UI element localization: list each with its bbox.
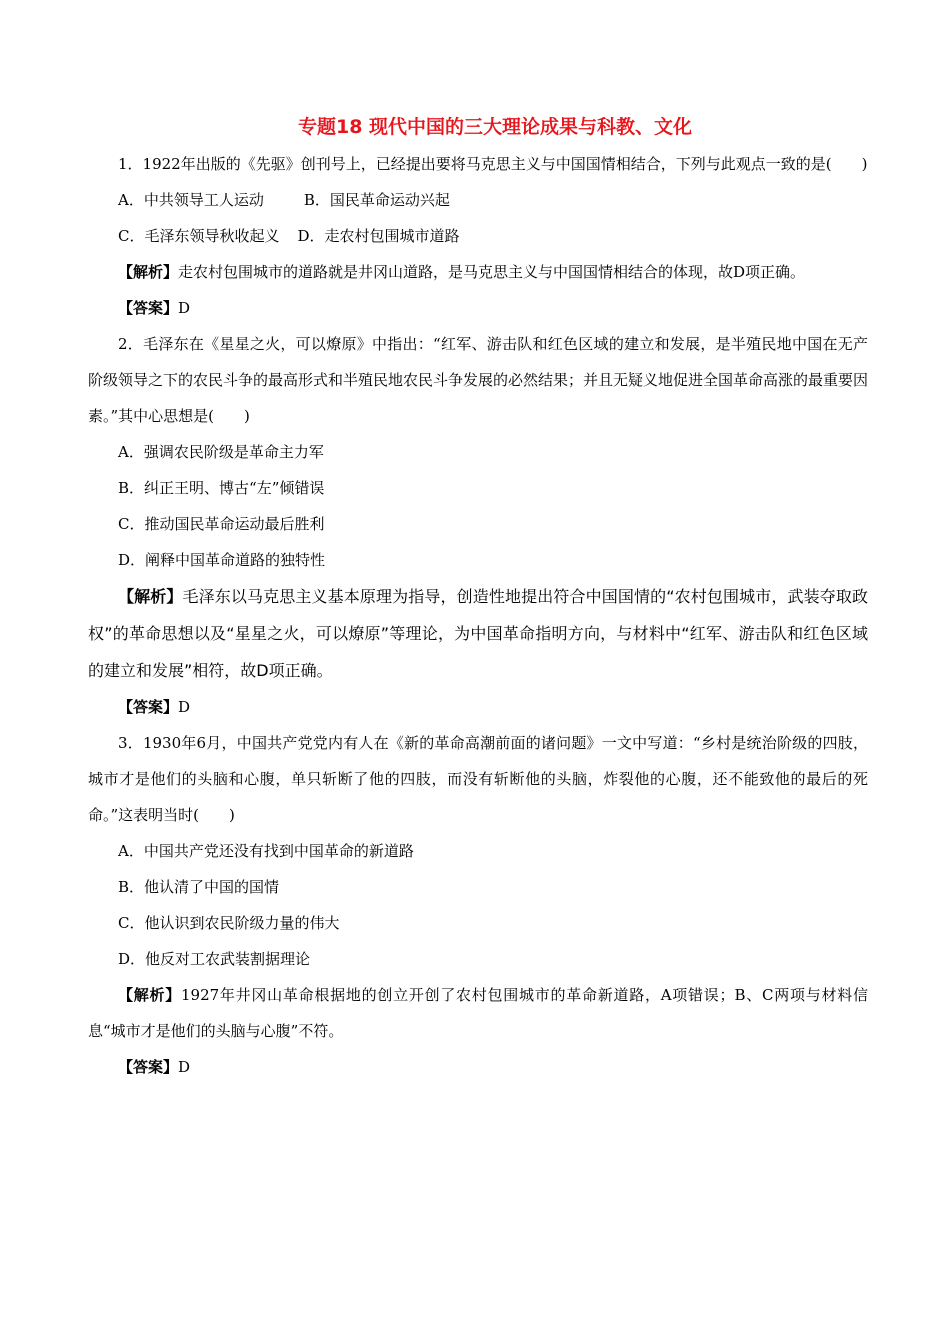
option-row: [88, 218, 868, 254]
answer-tag: 【答案】: [118, 1058, 179, 1076]
option-c: C．推动国民革命运动最后胜利: [118, 515, 325, 533]
analysis-tag: 【解析】: [118, 986, 181, 1004]
analysis-text: 1927年井冈山革命根据地的创立开创了农村包围城市的革命新道路，A项错误；B、C两项与材料信息“城市才是他们的头脑与心腹”不符。: [88, 986, 868, 1040]
analysis: [88, 254, 868, 290]
option-c: C．他认识到农民阶级力量的伟大: [118, 914, 340, 932]
answer-value: D: [178, 1058, 191, 1076]
question-list: [88, 146, 868, 1085]
option-a: A．强调农民阶级是革命主力军: [118, 443, 324, 461]
question-stem: 1．1922年出版的《先驱》创刊号上，已经提出要将马克思主义与中国国情相结合，下列与此观点一致的是( ): [118, 155, 868, 173]
option-d: D．阐释中国革命道路的独特性: [118, 551, 326, 569]
analysis: [88, 578, 868, 689]
question-stem: 2．毛泽东在《星星之火，可以燎原》中指出：“红军、游击队和红色区域的建立和发展，是半殖民地中国在无产阶级领导之下的农民斗争的最高形式和半殖民地农民斗争发展的必然结果；并且无疑义地促进全国革命高涨的最重要因素。”其中心思想是( ): [88, 335, 869, 425]
option-b: B．国民革命运动兴起: [303, 191, 450, 209]
answer-value: D: [178, 698, 191, 716]
option-row: [88, 182, 868, 218]
option-b: B．纠正王明、博古“左”倾错误: [118, 479, 325, 497]
analysis-text: 走农村包围城市的道路就是井冈山道路，是马克思主义与中国国情相结合的体现，故D项正确。: [178, 263, 806, 281]
option-b: B．他认清了中国的国情: [118, 878, 280, 896]
analysis: [88, 977, 868, 1049]
option-d: D．走农村包围城市道路: [297, 227, 460, 245]
answer: [88, 1049, 868, 1085]
answer-tag: 【答案】: [118, 299, 179, 317]
option-a: A．中国共产党还没有找到中国革命的新道路: [118, 842, 414, 860]
question-3: [88, 725, 868, 1085]
option-d: D．他反对工农武装割据理论: [118, 950, 311, 968]
answer: [88, 290, 868, 326]
page-title: 专题18 现代中国的三大理论成果与科教、文化: [297, 116, 693, 138]
option-a: A．中共领导工人运动: [118, 191, 264, 209]
answer: [88, 689, 868, 725]
answer-tag: 【答案】: [118, 698, 179, 716]
question-stem: 3．1930年6月，中国共产党党内有人在《新的革命高潮前面的诸问题》一文中写道：“乡村是统治阶级的四肢，城市才是他们的头脑和心腹，单只斩断了他的四肢，而没有斩断他的头脑，炸裂他的心腹，还不能致他的最后的死命。”这表明当时( ): [88, 734, 868, 824]
answer-value: D: [178, 299, 191, 317]
analysis-tag: 【解析】: [118, 587, 183, 606]
question-1: [88, 146, 868, 326]
analysis-text: 毛泽东以马克思主义基本原理为指导，创造性地提出符合中国国情的“农村包围城市，武装夺取政权”的革命思想以及“星星之火，可以燎原”等理论，为中国革命指明方向，与材料中“红军、游击队和红色区域的建立和发展”相符，故D项正确。: [88, 587, 868, 680]
question-2: [88, 326, 868, 725]
analysis-tag: 【解析】: [118, 263, 179, 281]
option-c: C．毛泽东领导秋收起义: [118, 227, 280, 245]
